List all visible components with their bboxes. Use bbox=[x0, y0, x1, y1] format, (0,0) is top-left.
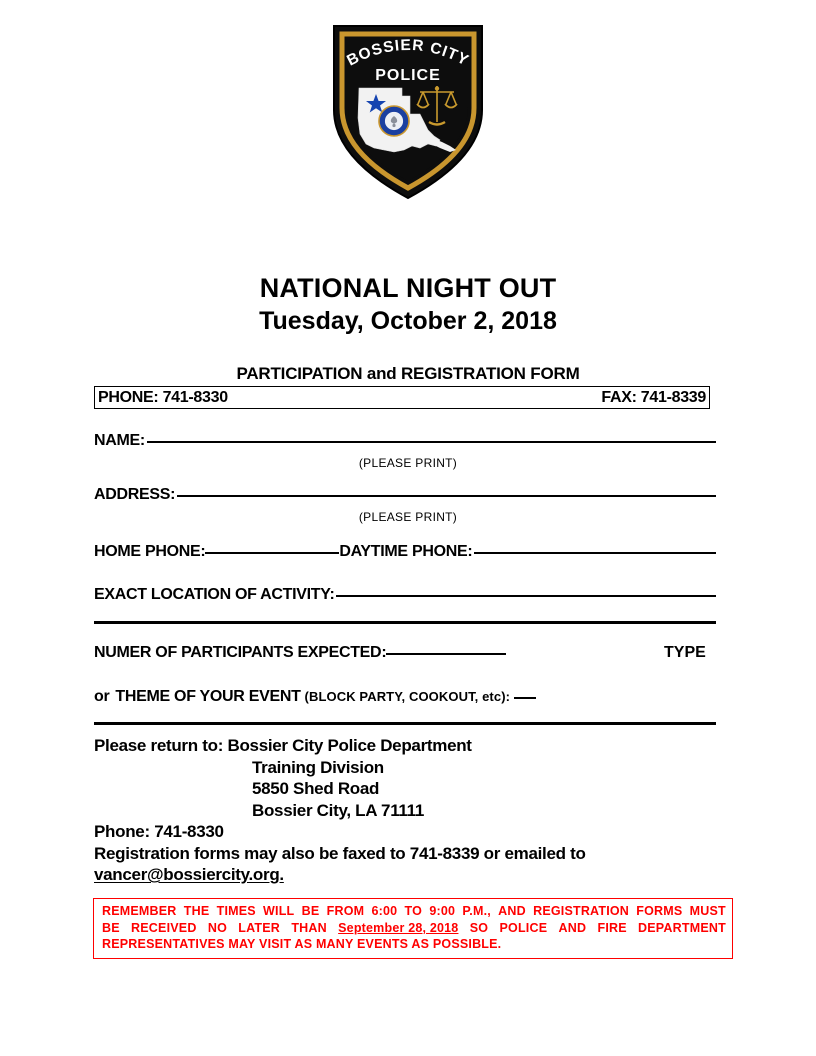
theme-prefix: or bbox=[94, 688, 110, 705]
name-print-note: (PLEASE PRINT) bbox=[358, 456, 458, 470]
participants-input-line[interactable] bbox=[386, 653, 506, 655]
reminder-word: BE bbox=[301, 904, 320, 918]
address-input-line[interactable] bbox=[177, 495, 716, 497]
return-fax-note: Registration forms may also be faxed to 741-8339 or emailed to bbox=[94, 843, 586, 863]
reminder-deadline-date: September 28, 2018 bbox=[338, 920, 459, 935]
page-subtitle: Tuesday, October 2, 2018 bbox=[259, 307, 557, 335]
reminder-word: DEPARTMENT bbox=[638, 920, 726, 935]
exact-location-input-line-2[interactable] bbox=[94, 621, 716, 624]
bossier-city-police-badge bbox=[0, 18, 816, 208]
type-label: TYPE bbox=[664, 644, 706, 661]
theme-examples: (BLOCK PARTY, COOKOUT, etc): bbox=[304, 689, 511, 704]
exact-location-input-line-1[interactable] bbox=[336, 595, 716, 597]
reminder-word: TO bbox=[404, 904, 423, 918]
return-address-block bbox=[94, 735, 734, 886]
reminder-word: LATER bbox=[238, 920, 281, 935]
badge-arc-text: BOSSIER CITY bbox=[344, 36, 472, 70]
reminder-line-2 bbox=[102, 920, 726, 937]
contact-phone: PHONE: 741-8330 bbox=[98, 388, 228, 406]
address-label: ADDRESS: bbox=[94, 486, 176, 503]
contact-fax: FAX: 741-8339 bbox=[601, 388, 706, 406]
field-phones[interactable] bbox=[94, 543, 716, 561]
contact-bar bbox=[94, 386, 710, 409]
daytime-phone-input-line[interactable] bbox=[474, 552, 716, 554]
field-name[interactable] bbox=[94, 432, 716, 450]
page-title: NATIONAL NIGHT OUT bbox=[259, 273, 557, 303]
reminder-word: TIMES bbox=[216, 904, 256, 918]
reminder-word: NO bbox=[207, 920, 227, 935]
return-line-4: Bossier City, LA 71111 bbox=[252, 800, 424, 820]
reminder-word: AND bbox=[558, 920, 587, 935]
theme-label: THEME OF YOUR EVENT bbox=[115, 688, 301, 705]
reminder-word: FROM bbox=[326, 904, 365, 918]
reminder-word: MUST bbox=[689, 904, 726, 918]
reminder-word: FIRE bbox=[597, 920, 627, 935]
reminder-word: THAN bbox=[291, 920, 327, 935]
return-line-2: Training Division bbox=[252, 757, 384, 777]
field-theme[interactable] bbox=[94, 688, 716, 706]
section-divider-rule bbox=[94, 722, 716, 725]
field-address[interactable] bbox=[94, 486, 716, 504]
reminder-word: AND bbox=[498, 904, 526, 918]
reminder-line-1 bbox=[102, 903, 726, 920]
return-line-1: Please return to: Bossier City Police Department bbox=[94, 736, 472, 755]
reminder-word: THE bbox=[183, 904, 210, 918]
daytime-phone-label: DAYTIME PHONE: bbox=[339, 543, 473, 560]
badge-sub-text: POLICE bbox=[375, 67, 441, 84]
reminder-word: 9:00 bbox=[429, 904, 456, 918]
home-phone-label: HOME PHONE: bbox=[94, 543, 206, 560]
reminder-word: P.M., bbox=[462, 904, 491, 918]
reminder-box bbox=[93, 898, 733, 959]
address-print-note: (PLEASE PRINT) bbox=[358, 510, 458, 524]
reminder-word: FORMS bbox=[636, 904, 683, 918]
home-phone-input-line[interactable] bbox=[205, 552, 339, 554]
reminder-line-3: REPRESENTATIVES MAY VISIT AS MANY EVENTS AS POSSIBLE. bbox=[102, 937, 502, 951]
reminder-word: REGISTRATION bbox=[533, 904, 630, 918]
name-label: NAME: bbox=[94, 432, 145, 449]
reminder-word: POLICE bbox=[499, 920, 548, 935]
name-input-line[interactable] bbox=[147, 441, 716, 443]
reminder-word: WILL bbox=[263, 904, 295, 918]
return-line-3: 5850 Shed Road bbox=[252, 779, 380, 798]
police-badge-icon bbox=[324, 18, 492, 204]
reminder-word: BE bbox=[102, 920, 120, 935]
reminder-word: SO bbox=[469, 920, 489, 935]
participants-label: NUMER OF PARTICIPANTS EXPECTED: bbox=[94, 644, 387, 661]
reminder-word: RECEIVED bbox=[131, 920, 197, 935]
theme-input-line[interactable] bbox=[514, 697, 536, 699]
field-exact-location[interactable] bbox=[94, 586, 716, 604]
exact-location-label: EXACT LOCATION OF ACTIVITY: bbox=[94, 586, 335, 603]
page-title-block bbox=[0, 272, 816, 337]
reminder-word: REMEMBER bbox=[102, 904, 177, 918]
louisiana-state-seal-icon bbox=[379, 106, 409, 136]
field-participants[interactable] bbox=[94, 644, 716, 662]
reminder-word: 6:00 bbox=[371, 904, 398, 918]
return-email-link[interactable]: vancer@bossiercity.org. bbox=[94, 865, 284, 884]
form-heading: PARTICIPATION and REGISTRATION FORM bbox=[236, 364, 580, 383]
return-phone: Phone: 741-8330 bbox=[94, 822, 224, 841]
